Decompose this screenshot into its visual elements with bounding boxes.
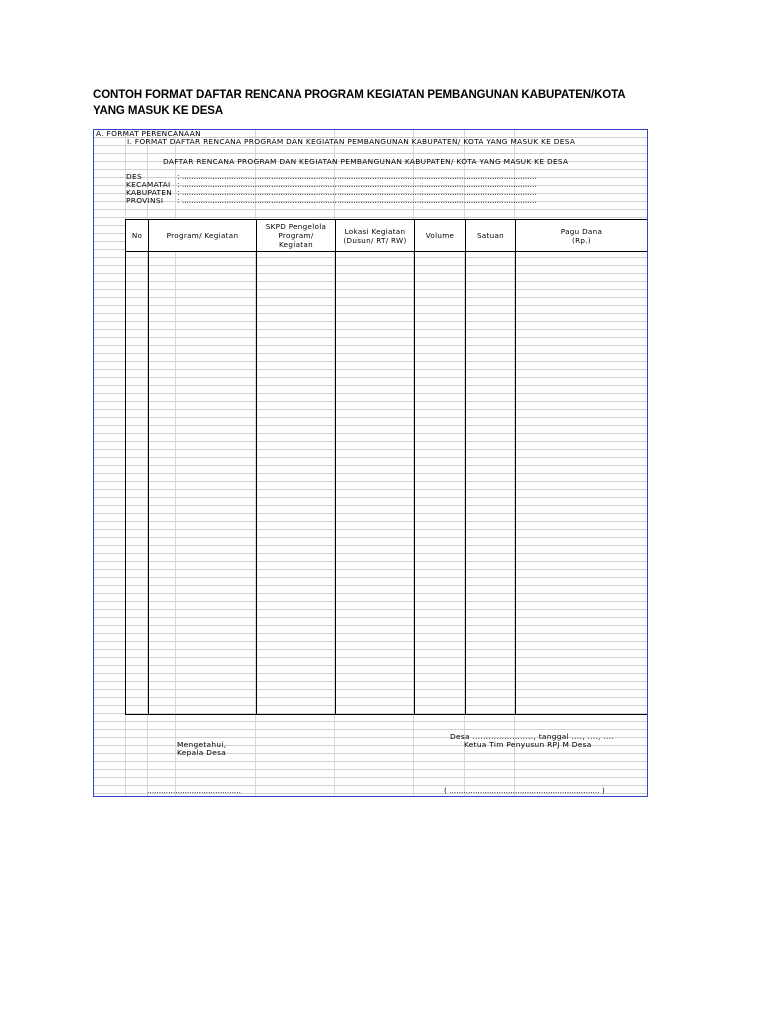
form-heading: DAFTAR RENCANA PROGRAM DAN KEGIATAN PEMBANGUNAN KABUPATEN/ KOTA YANG MASUK KE DESA: [163, 157, 569, 166]
field-desa-value: : .......................................................................................................................................................: [177, 172, 537, 181]
field-kecamatan-label: KECAMATAI: [126, 180, 171, 189]
document-title: CONTOH FORMAT DAFTAR RENCANA PROGRAM KEGIATAN PEMBANGUNAN KABUPATEN/KOTA YANG MASUK KE DESA: [93, 89, 625, 117]
place-date-line: Desa ......................., tanggal ...., ...., ....: [450, 732, 614, 741]
column-header-no: No: [126, 220, 148, 251]
field-desa-label: DES: [126, 172, 142, 181]
column-header-lokasi: Lokasi Kegiatan (Dusun/ RT/ RW): [336, 220, 414, 251]
field-kabupaten-value: : .......................................................................................................................................................: [177, 188, 537, 197]
table-column-border: [414, 220, 415, 714]
mengetahui-label: Mengetahui,: [177, 740, 227, 749]
spreadsheet-form: [93, 129, 648, 797]
column-header-pagu-dana: Pagu Dana (Rp.): [516, 220, 647, 251]
table-column-border: [335, 220, 336, 714]
field-provinsi-value: : .......................................................................................................................................................: [177, 196, 537, 205]
kepala-desa-label: Kepala Desa: [177, 748, 227, 757]
column-header-satuan: Satuan: [466, 220, 515, 251]
field-kabupaten-label: KABUPATEN: [126, 188, 173, 197]
signature-line-right: ( ................................................................ ): [444, 786, 605, 795]
field-provinsi-label: PROVINSI: [126, 196, 164, 205]
table-column-border: [148, 220, 149, 714]
column-header-volume: Volume: [415, 220, 465, 251]
table-header-divider: [126, 251, 647, 252]
column-header-skpd: SKPD Pengelola Program/ Kegiatan: [257, 220, 335, 251]
ketua-tim-label: Ketua Tim Penyusun RPJ M Desa: [464, 740, 592, 749]
table-column-border: [465, 220, 466, 714]
section-i-label: I. FORMAT DAFTAR RENCANA PROGRAM DAN KEGIATAN PEMBANGUNAN KABUPATEN/ KOTA YANG MASUK KE DESA: [127, 137, 576, 146]
table-column-border: [256, 220, 257, 714]
field-kecamatan-value: : .......................................................................................................................................................: [177, 180, 537, 189]
section-a-label: A. FORMAT PERENCANAAN: [96, 129, 201, 138]
table-column-border: [515, 220, 516, 714]
signature-line-left: ........................................: [147, 786, 241, 795]
program-table: [125, 219, 648, 715]
column-header-program: Program/ Kegiatan: [149, 220, 256, 251]
